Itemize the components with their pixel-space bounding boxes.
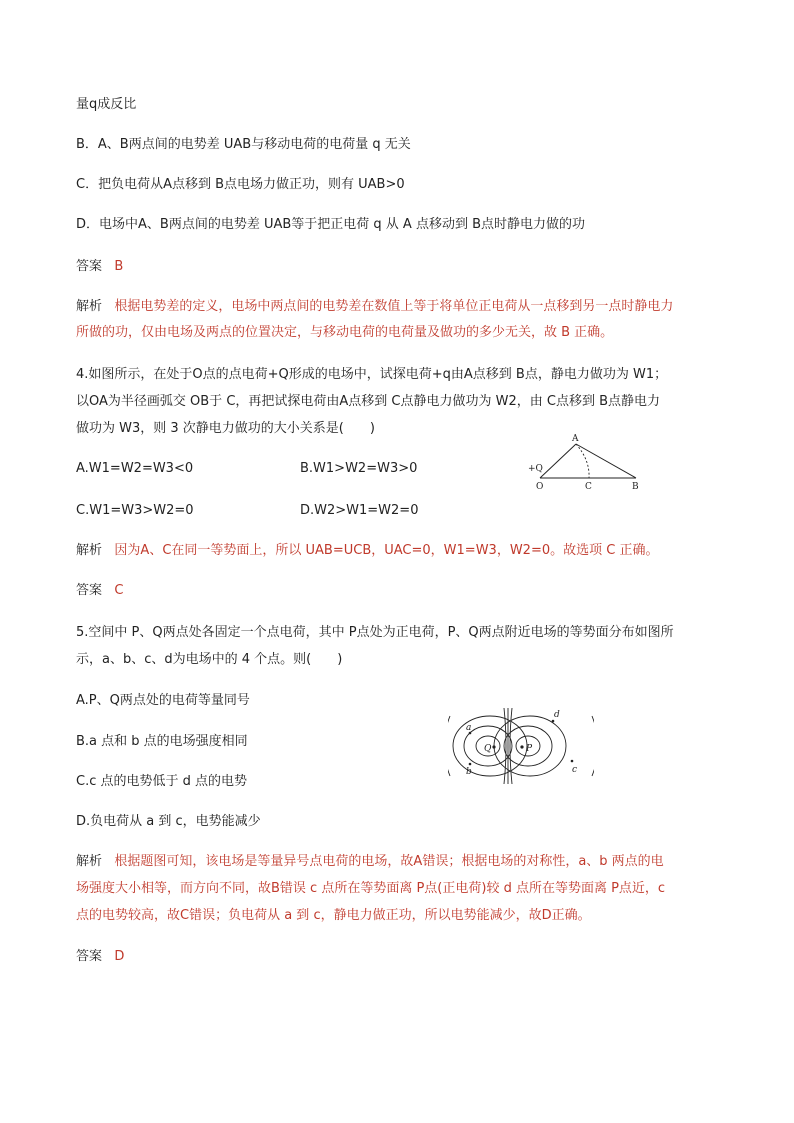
label-d: d bbox=[554, 710, 560, 720]
q5-option-a: A.P、Q两点处的电荷等量同号 bbox=[76, 693, 250, 708]
q5-stem-line-2: 示，a、b、c、d为电场中的 4 个点。则( ) bbox=[76, 652, 343, 667]
analysis-text: 根据题图可知，该电场是等量异号点电荷的电场，故A错误；根据电场的对称性，a、b 两点的电 bbox=[114, 854, 664, 869]
answer-label: 答案 bbox=[76, 949, 103, 964]
point-b-dot bbox=[469, 763, 472, 766]
charge-q-dot bbox=[492, 745, 495, 748]
q5-analysis-line-2: 场强度大小相等，而方向不同，故B错误 c 点所在等势面离 P点(正电荷)较 d 点所在等势面离 P点近，c bbox=[76, 881, 666, 896]
charge-p-dot bbox=[520, 745, 523, 748]
q4-option-d: D.W2>W1=W2=0 bbox=[300, 503, 419, 518]
q5-analysis-line-1 bbox=[76, 853, 664, 871]
answer-value: D bbox=[114, 949, 125, 964]
label-o: O bbox=[536, 482, 544, 492]
answer-value: C bbox=[114, 583, 124, 598]
q4-stem-line-2: 以OA为半径画弧交 OB于 C，再把试探电荷由A点移到 C点静电力做功为 W2，由 C点移到 B点静电力 bbox=[76, 394, 661, 409]
label-a: a bbox=[466, 723, 472, 733]
outer-curve-right bbox=[592, 716, 594, 776]
point-d-dot bbox=[552, 720, 555, 723]
label-a: A bbox=[572, 434, 579, 444]
q5-option-b: B.a 点和 b 点的电场强度相同 bbox=[76, 734, 248, 749]
q5-answer bbox=[76, 948, 124, 966]
q4-answer bbox=[76, 582, 124, 600]
label-b: B bbox=[632, 482, 639, 492]
answer-value: B bbox=[114, 259, 124, 274]
q3-option-d: D．电场中A、B两点间的电势差 UAB等于把正电荷 q 从 A 点移动到 B点时静电力做的功 bbox=[76, 217, 586, 232]
analysis-text: 根据电势差的定义，电场中两点间的电势差在数值上等于将单位正电荷从一点移到另一点时静电力 bbox=[114, 299, 674, 314]
q3-analysis-line-1 bbox=[76, 298, 673, 316]
q4-option-b: B.W1>W2=W3>0 bbox=[300, 461, 418, 476]
q4-option-a: A.W1=W2=W3<0 bbox=[76, 461, 194, 476]
q3-option-c: C．把负电荷从A点移到 B点电场力做正功，则有 UAB>0 bbox=[76, 177, 405, 192]
analysis-label: 解析 bbox=[76, 299, 103, 314]
q4-stem-line-1: 4.如图所示，在处于O点的点电荷+Q形成的电场中，试探电荷+q由A点移到 B点，静电力做功为 W1； bbox=[76, 367, 668, 382]
q5-option-d: D.负电荷从 a 到 c，电势能减少 bbox=[76, 814, 261, 829]
answer-label: 答案 bbox=[76, 259, 103, 274]
q3-answer bbox=[76, 258, 123, 276]
label-q: Q bbox=[484, 744, 492, 754]
answer-label: 答案 bbox=[76, 583, 103, 598]
analysis-label: 解析 bbox=[76, 854, 103, 869]
analysis-text: 因为A、C在同一等势面上，所以 UAB=UCB，UAC=0，W1=W3，W2=0。故选项 C 正确。 bbox=[114, 543, 659, 558]
segment-oa bbox=[540, 444, 576, 478]
analysis-label: 解析 bbox=[76, 543, 103, 558]
q4-option-c: C.W1=W3>W2=0 bbox=[76, 503, 194, 518]
q5-equipotential-figure bbox=[448, 706, 594, 784]
q4-triangle-figure bbox=[526, 430, 646, 492]
label-b: b bbox=[466, 767, 472, 777]
label-c: C bbox=[585, 482, 592, 492]
q3-option-a-tail: 量q成反比 bbox=[76, 97, 137, 112]
label-plus-q: +Q bbox=[528, 464, 543, 474]
q5-option-c: C.c 点的电势低于 d 点的电势 bbox=[76, 774, 248, 789]
point-c-dot bbox=[571, 760, 574, 763]
label-c: c bbox=[572, 765, 578, 775]
outer-curve-left bbox=[448, 716, 450, 776]
q4-analysis bbox=[76, 542, 658, 560]
q5-analysis-line-3: 点的电势较高，故C错误；负电荷从 a 到 c，静电力做正功，所以电势能减少，故D正确。 bbox=[76, 908, 591, 923]
q5-stem-line-1: 5.空间中 P、Q两点处各固定一个点电荷，其中 P点处为正电荷，P、Q两点附近电场的等势面分布如图所 bbox=[76, 625, 674, 640]
q3-option-b: B．A、B两点间的电势差 UAB与移动电荷的电荷量 q 无关 bbox=[76, 137, 411, 152]
q3-analysis-line-2: 所做的功，仅由电场及两点的位置决定，与移动电荷的电荷量及做功的多少无关，故 B 正确。 bbox=[76, 325, 614, 340]
segment-ab bbox=[576, 444, 636, 478]
label-p: P bbox=[526, 744, 533, 754]
arc-ac bbox=[576, 444, 589, 478]
q4-stem-line-3: 做功为 W3，则 3 次静电力做功的大小关系是( ) bbox=[76, 421, 375, 436]
